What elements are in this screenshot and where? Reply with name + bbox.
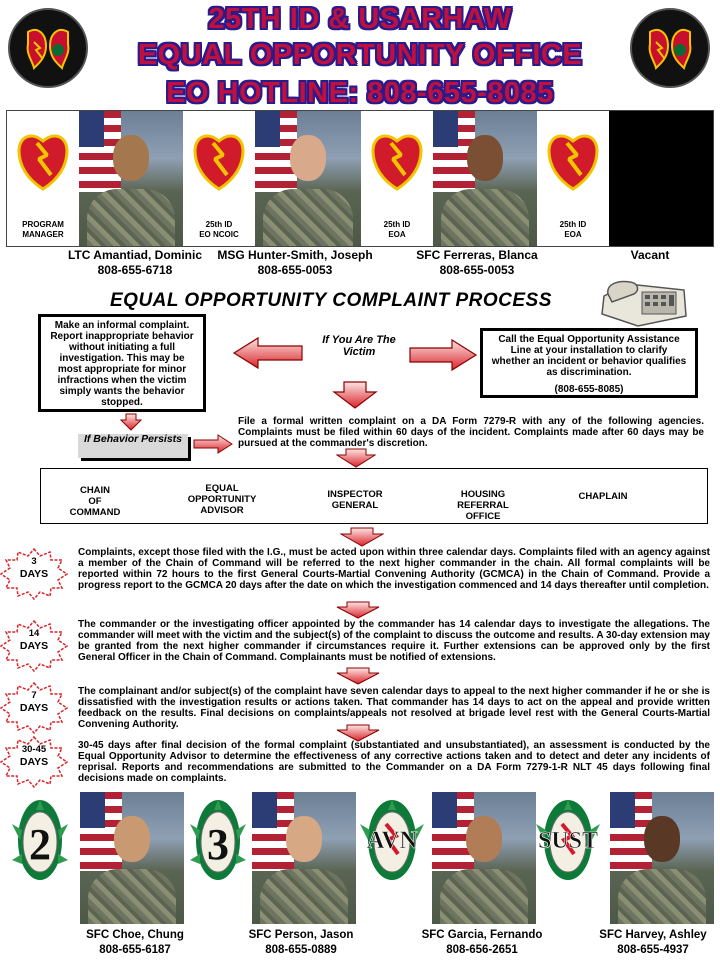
brigade-sust-insignia (528, 790, 608, 890)
staff-badge-cell (183, 111, 255, 246)
staff-position-caption: 25th ID EOA (383, 220, 411, 239)
header-title-line1: 25TH ID & USARHAW (208, 3, 512, 35)
staff-name-block: SFC Ferreras, Blanca 808-655-0053 (416, 248, 538, 277)
staff-name-block: LTC Amantiad, Dominic 808-655-6718 (67, 248, 202, 277)
svg-text:3: 3 (207, 820, 229, 869)
division-seal-left (8, 8, 88, 88)
brigade-rep-name-block: SFC Person, Jason 808-655-0889 (248, 929, 354, 956)
days-badge-text: 30-45 DAYS (19, 744, 49, 768)
formal-complaint-text: File a formal written complaint on a DA Form 7279-R with any of the following agencies. Complaints must be filed within 60 days of the incident. Complaints made after 60 days may be pursued at the commander's discretion. (238, 416, 704, 449)
taro-leaf-patch-icon (17, 129, 69, 191)
agency-eo-advisor: EQUAL OPPORTUNITY ADVISOR (187, 483, 257, 516)
process-title: EQUAL OPPORTUNITY COMPLAINT PROCESS (110, 290, 552, 311)
days-badge-text: 7 DAYS (19, 690, 49, 714)
staff-badge-cell (361, 111, 433, 246)
victim-label: If You Are The Victim (322, 334, 396, 358)
arrow-down-icon (332, 380, 378, 410)
arrow-down-icon (340, 527, 384, 547)
brigade-rep-name-block: SFC Choe, Chung 808-655-6187 (86, 929, 184, 956)
step-30-45-days-text: 30-45 days after final decision of the formal complaint (substantiated and unsubstantiated), an assessment is conducted by the Equal Opportunity Advisor to determine the effectiveness of any corrective actions taken and to detect and deter any incidents of reprisal. Reports and recommendations are submitted to the Commander on a DA Form 7279-1-R NLT 45 days following final decisions made on complaints. (78, 740, 710, 784)
brigade-rep-photo (252, 792, 356, 924)
brigade-avn-insignia (352, 790, 432, 890)
arrow-down-small-icon (120, 413, 142, 431)
days-badge-text: 3 DAYS (19, 556, 49, 580)
arrow-down-icon (336, 601, 380, 619)
vacant-photo-placeholder (609, 111, 713, 246)
days-badge-text: 14 DAYS (19, 628, 49, 652)
agency-housing-referral: HOUSING REFERRAL OFFICE (457, 489, 509, 522)
staff-name-block: MSG Hunter-Smith, Joseph 808-655-0053 (217, 248, 373, 277)
brigade-3-insignia (186, 790, 250, 890)
assistance-text: Call the Equal Opportunity Assistance Line at your installation to clarify whether an incident or behavior qualifies as discrimination. (491, 334, 687, 378)
agency-inspector-general: INSPECTOR GENERAL (327, 489, 383, 511)
staff-photo (255, 111, 361, 246)
telephone-icon (598, 276, 690, 328)
svg-text:AVN: AVN (366, 827, 418, 854)
arrow-down-icon (336, 448, 376, 468)
brigade-rep-photo (80, 792, 184, 924)
step-7-days-text: The complainant and/or subject(s) of the complaint have seven calendar days to appeal to the next higher commander if he or she is dissatisfied with the investigation results or actions taken. That commander has 14 days to act on the appeal and provide written feedback on the results. Final decisions on complaints/appeals not resolved at brigade level rest with the General Courts-Martial Convening Authority. (78, 686, 710, 730)
svg-text:2: 2 (29, 820, 51, 869)
agencies-box (40, 468, 708, 524)
taro-leaf-icon (24, 24, 72, 72)
header-title-line2: EQUAL OPPORTUNITY OFFICE (137, 39, 583, 71)
brigade-rep-photo (610, 792, 714, 924)
staff-photo (433, 111, 537, 246)
agency-chain-of-command: CHAIN OF COMMAND (69, 485, 121, 518)
brigade-2-insignia (8, 790, 72, 890)
brigade-rep-name-block: SFC Harvey, Ashley 808-655-4937 (599, 929, 707, 956)
step-14-days-text: The commander or the investigating officer appointed by the commander has 14 calendar days to investigate the allegations. The commander will meet with the victim and the subject(s) of the complaint to discuss the outcome and results. A 30-day extension may be granted from the next higher commander if circumstances require it. Further extensions can be approved only by the first General Officer in the Chain of Command. Complainants must be notified of extensions. (78, 619, 710, 663)
arrow-right-small-icon (192, 434, 234, 454)
brigade-rep-photo (432, 792, 536, 924)
staff-position-caption: PROGRAM MANAGER (22, 220, 64, 239)
staff-position-caption: 25th ID EO NCOIC (199, 220, 239, 239)
staff-name-block: Vacant (630, 248, 670, 262)
taro-leaf-patch-icon (547, 129, 599, 191)
staff-position-caption: 25th ID EOA (559, 220, 587, 239)
agency-chaplain: CHAPLAIN (578, 491, 628, 502)
taro-leaf-patch-icon (193, 129, 245, 191)
brigade-rep-name-block: SFC Garcia, Fernando 808-656-2651 (421, 929, 543, 956)
arrow-left-icon (232, 336, 304, 370)
informal-complaint-box: Make an informal complaint. Report inappropriate behavior without initiating a full investigation. This may be most appropriate for minor infractions when the victim simply wants the behavior stopped. (38, 314, 206, 412)
hotline-title: EO HOTLINE: 808-655-8085 (166, 77, 554, 109)
staff-badge-cell (7, 111, 79, 246)
svg-text:SUST: SUST (537, 828, 599, 854)
assistance-line-box (480, 328, 698, 398)
taro-leaf-patch-icon (371, 129, 423, 191)
division-seal-right (630, 8, 710, 88)
assistance-phone: (808-655-8085) (554, 384, 624, 395)
staff-photo (79, 111, 183, 246)
arrow-right-icon (408, 338, 478, 372)
behavior-persists-label: If Behavior Persists (78, 434, 188, 458)
staff-strip (6, 110, 714, 247)
taro-leaf-icon (646, 24, 694, 72)
staff-badge-cell (537, 111, 609, 246)
arrow-down-icon (336, 667, 380, 685)
step-3-days-text: Complaints, except those filed with the I.G., must be acted upon within three calendar days. Complaints filed with an agency against a member of the Chain of Command will be referred to the next higher commander in the chain. All formal complaints will be reported within 72 hours to the first General Courts-Martial Convening Authority (GCMCA) in the Chain of Command. Provide a progress report to the GCMCA 20 days after the date on which the investigation commenced and 14 days thereafter until completion. (78, 547, 710, 591)
